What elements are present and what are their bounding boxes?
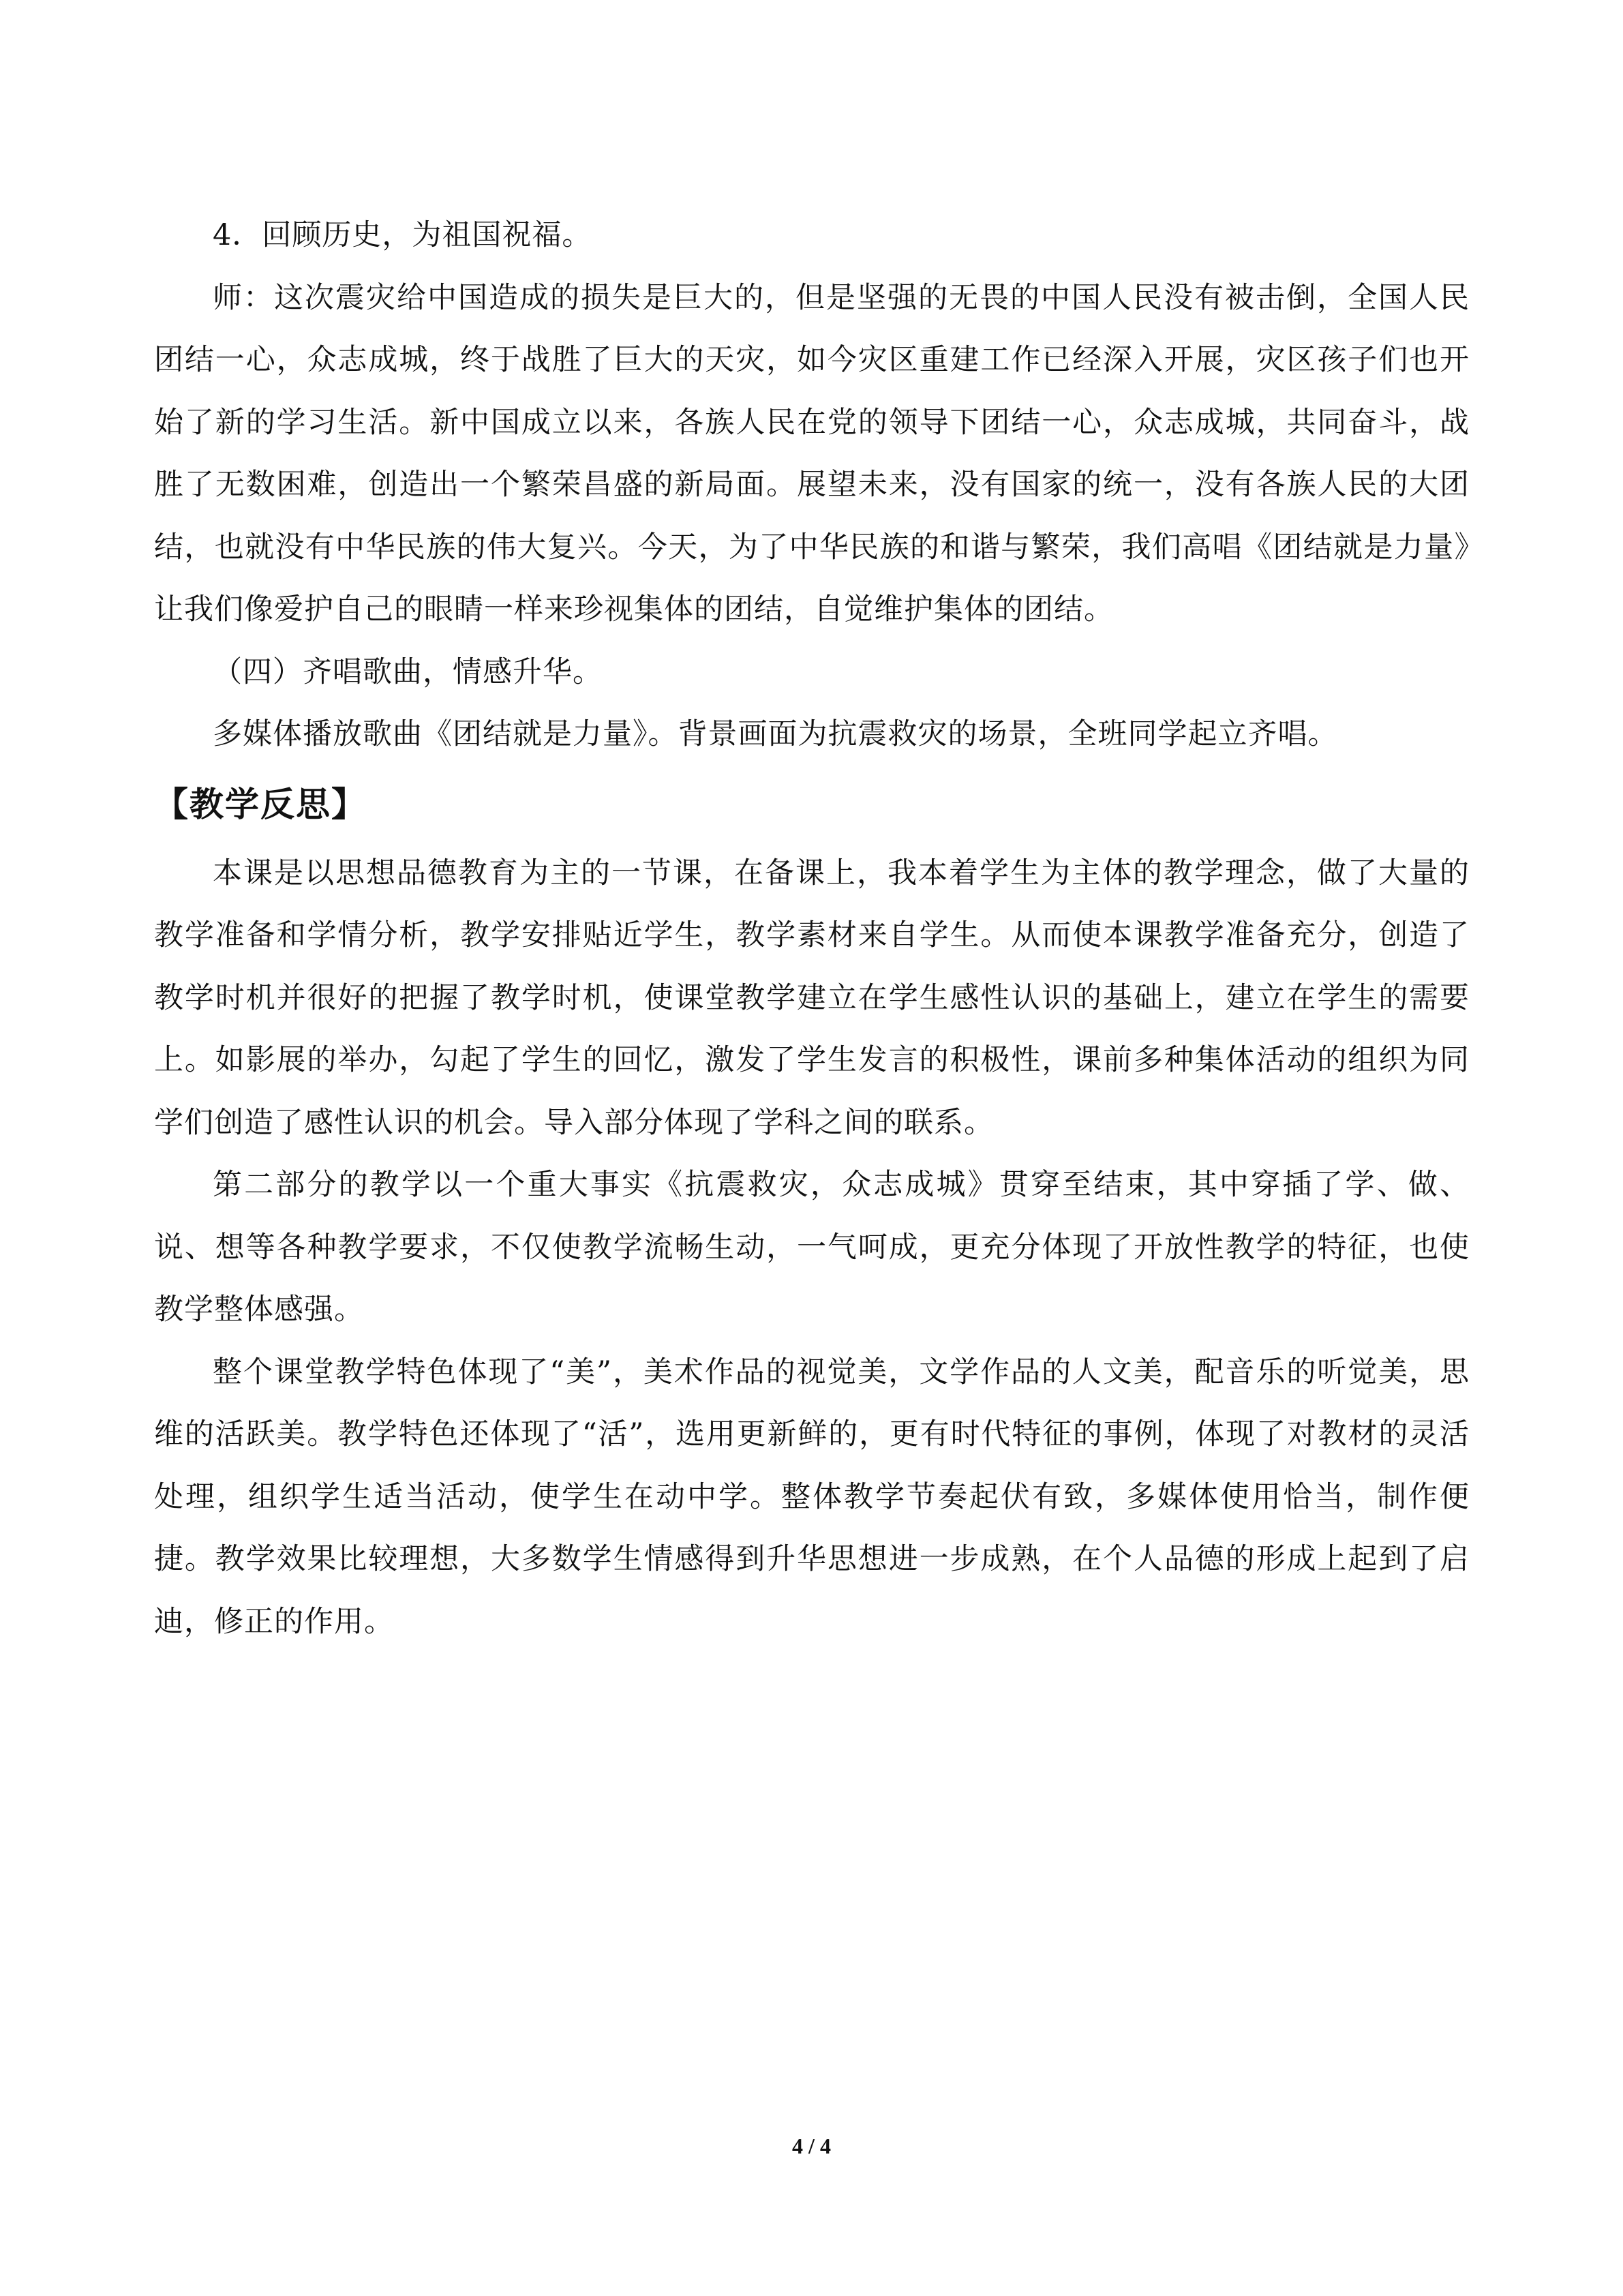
reflection-paragraph-2: 第二部分的教学以一个重大事实《抗震救灾，众志成城》贯穿至结束，其中穿插了学、做、说、想等各种教学要求，不仅使教学流畅生动，一气呵成，更充分体现了开放性教学的特征，也使教学整体感强。 — [154, 1168, 1470, 1327]
reflection-paragraph-3: 整个课堂教学特色体现了“美”，美术作品的视觉美，文学作品的人文美，配音乐的听觉美，思维的活跃美。教学特色还体现了“活”，选用更新鲜的，更有时代特征的事例，体现了对教材的灵活处理，组织学生适当活动，使学生在动中学。整体教学节奏起伏有致，多媒体使用恰当，制作便捷。教学效果比较理想，大多数学生情感得到升华思想进一步成熟，在个人品德的形成上起到了启迪，修正的作用。 — [154, 1355, 1470, 1639]
section-item-4: 4．回顾历史，为祖国祝福。 — [213, 218, 592, 252]
reflection-paragraph-1: 本课是以思想品德教育为主的一节课，在备课上，我本着学生为主体的教学理念，做了大量的教学准备和学情分析，教学安排贴近学生，教学素材来自学生。从而使本课教学准备充分，创造了教学时机并很好的把握了教学时机，使课堂教学建立在学生感性认识的基础上，建立在学生的需要上。如影展的举办，勾起了学生的回忆，激发了学生发言的积极性，课前多种集体活动的组织为同学们创造了感性认识的机会。导入部分体现了学科之间的联系。 — [154, 856, 1470, 1140]
reflection-heading: 【教学反思】 — [154, 784, 367, 824]
document-body — [154, 205, 1470, 1653]
step-four-title: （四）齐唱歌曲，情感升华。 — [213, 654, 603, 689]
page-number: 4 / 4 — [792, 2134, 831, 2158]
multimedia-paragraph: 多媒体播放歌曲《团结就是力量》。背景画面为抗震救灾的场景，全班同学起立齐唱。 — [213, 717, 1338, 751]
teacher-speech-paragraph: 师：这次震灾给中国造成的损失是巨大的，但是坚强的无畏的中国人民没有被击倒，全国人民团结一心，众志成城，终于战胜了巨大的天灾，如今灾区重建工作已经深入开展，灾区孩子们也开始了新的学习生活。新中国成立以来，各族人民在党的领导下团结一心，众志成城，共同奋斗，战胜了无数困难，创造出一个繁荣昌盛的新局面。展望未来，没有国家的统一，没有各族人民的大团结，也就没有中华民族的伟大复兴。今天，为了中华民族的和谐与繁荣，我们高唱《团结就是力量》让我们像爱护自己的眼睛一样来珍视集体的团结，自觉维护集体的团结。 — [154, 280, 1470, 626]
